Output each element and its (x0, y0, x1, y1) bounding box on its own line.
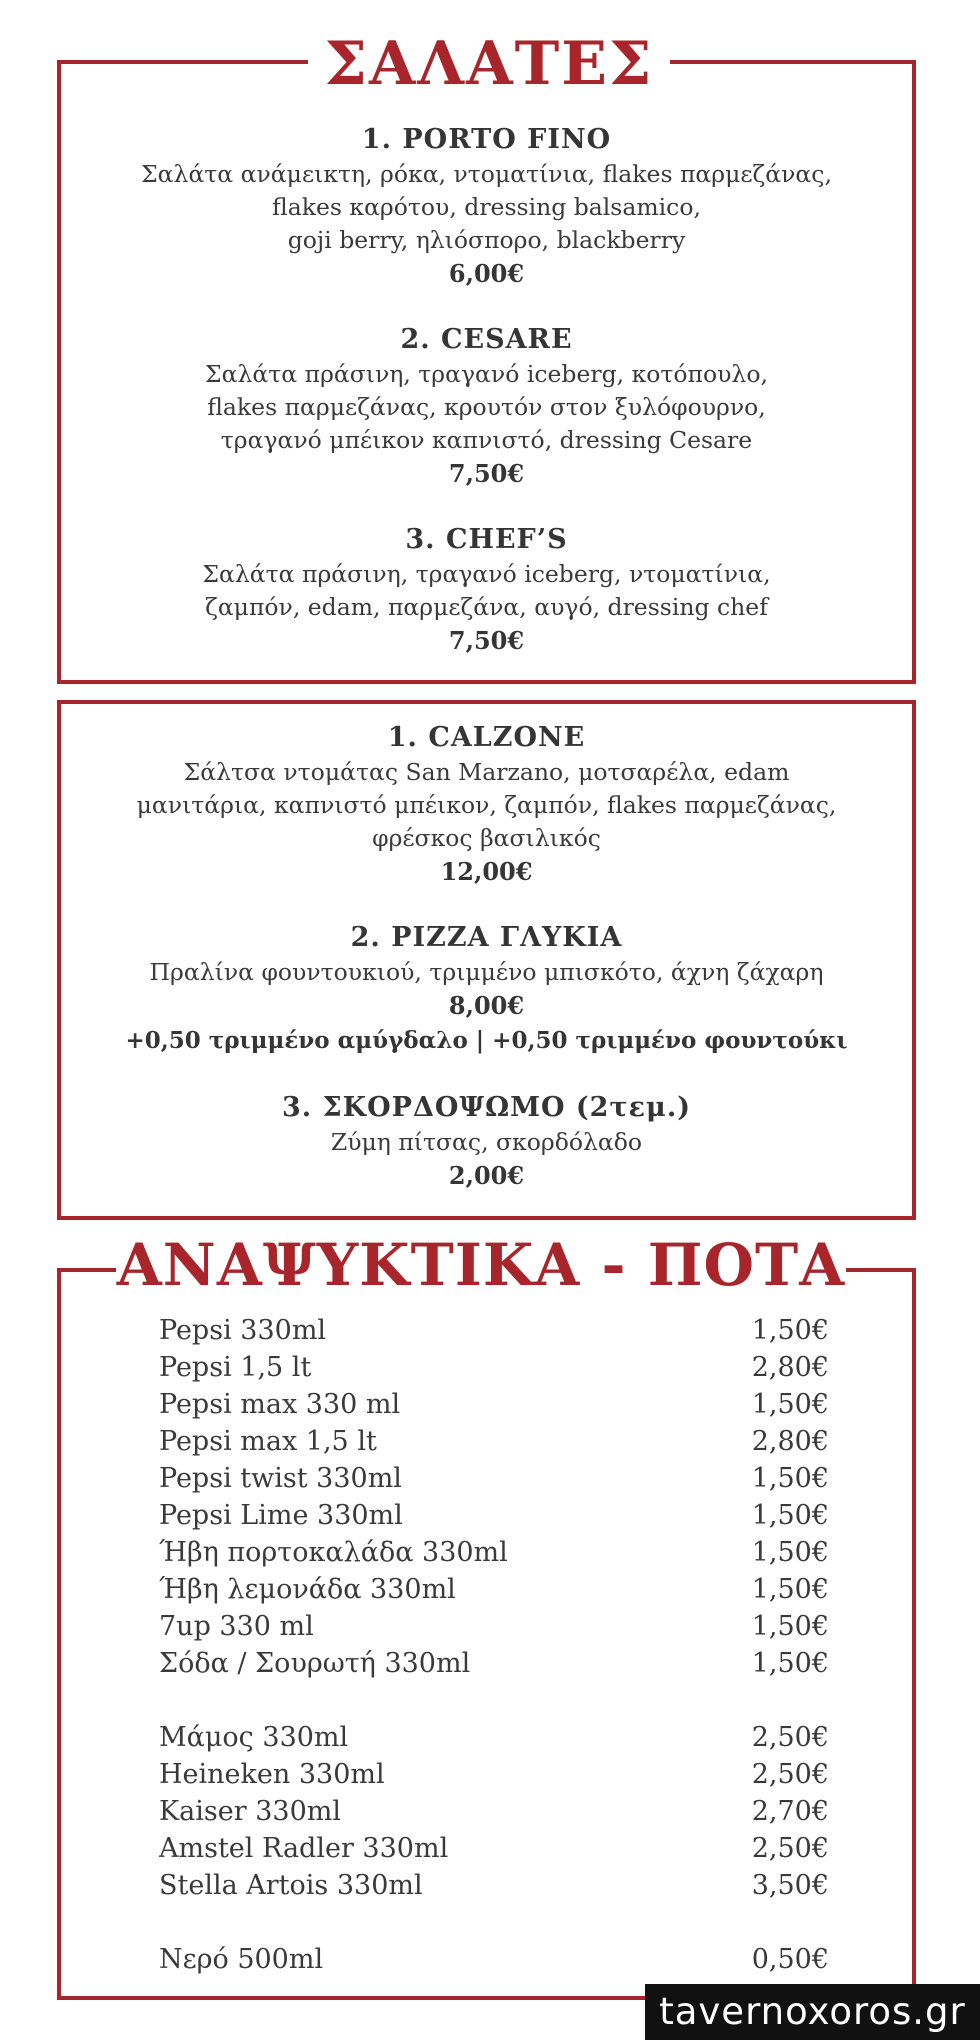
drink-row (159, 1312, 829, 1349)
drink-group (159, 1312, 829, 1682)
drink-price: 2,50€ (751, 1759, 829, 1790)
drink-row (159, 1719, 829, 1756)
drink-name: 7up 330 ml (159, 1611, 314, 1642)
drink-row (159, 1756, 829, 1793)
description-line: Σαλάτα πράσινη, τραγανό iceberg, κοτόπουλο, (205, 360, 768, 388)
menu-item (61, 720, 912, 889)
item-name: 3. CHEF’S (405, 524, 568, 555)
drink-price: 2,50€ (751, 1833, 829, 1864)
drink-price: 1,50€ (751, 1611, 829, 1642)
drink-name: Σόδα / Σουρωτή 330ml (159, 1648, 471, 1679)
item-description (61, 1126, 912, 1159)
drink-name: Pepsi 1,5 lt (159, 1352, 312, 1383)
description-line: goji berry, ηλιόσπορο, blackberry (287, 226, 686, 254)
drink-row (159, 1941, 829, 1978)
drink-name: Stella Artois 330ml (159, 1870, 423, 1901)
drink-name: Pepsi Lime 330ml (159, 1500, 403, 1531)
item-name: 1. PORTO FINO (361, 124, 612, 155)
drink-price: 2,50€ (751, 1722, 829, 1753)
pizza-section (57, 700, 916, 1220)
description-line: φρέσκος βασιλικός (372, 824, 601, 852)
drink-price: 1,50€ (751, 1500, 829, 1531)
description-line: Σαλάτα πράσινη, τραγανό iceberg, ντοματίνια, (202, 560, 771, 588)
description-line: μανιτάρια, καπνιστό μπέικον, ζαμπόν, flakes παρμεζάνας, (136, 791, 837, 819)
drink-row (159, 1867, 829, 1904)
drink-price: 1,50€ (751, 1574, 829, 1605)
drink-row (159, 1645, 829, 1682)
description-line: Πραλίνα φουντουκιού, τριμμένο μπισκότο, άχνη ζάχαρη (149, 958, 824, 986)
item-name: 2. CESARE (400, 324, 573, 355)
pizza-list (61, 720, 912, 1224)
item-price: 2,00€ (448, 1161, 525, 1190)
menu-item (61, 522, 912, 658)
drink-name: Pepsi twist 330ml (159, 1463, 402, 1494)
description-line: Σαλάτα ανάμεικτη, ρόκα, ντοματίνια, flakes παρμεζάνας, (141, 160, 832, 188)
drink-name: Pepsi max 330 ml (159, 1389, 401, 1420)
drink-group (159, 1719, 829, 1904)
item-price: 12,00€ (440, 857, 533, 886)
drink-row (159, 1608, 829, 1645)
drink-price: 3,50€ (751, 1870, 829, 1901)
drink-price: 1,50€ (751, 1389, 829, 1420)
menu-item (61, 122, 912, 291)
description-line: Ζύμη πίτσας, σκορδόλαδο (330, 1128, 643, 1156)
drink-row (159, 1349, 829, 1386)
item-price: 7,50€ (448, 626, 525, 655)
drink-name: Ήβη πορτοκαλάδα 330ml (159, 1537, 508, 1568)
item-price: 8,00€ (448, 991, 525, 1020)
drink-row (159, 1386, 829, 1423)
drink-price: 1,50€ (751, 1648, 829, 1679)
salads-title: ΣΑΛΑΤΕΣ (308, 34, 670, 94)
drink-name: Νερό 500ml (159, 1944, 324, 1975)
drink-price: 0,50€ (751, 1944, 829, 1975)
item-description (61, 358, 912, 457)
drink-name: Μάμος 330ml (159, 1722, 349, 1753)
drink-row (159, 1497, 829, 1534)
drink-group (159, 1941, 829, 1978)
drink-row (159, 1423, 829, 1460)
description-line: Σάλτσα ντομάτας San Marzano, μοτσαρέλα, edam (183, 758, 790, 786)
item-name: 1. CALZONE (387, 722, 586, 753)
drink-price: 2,70€ (751, 1796, 829, 1827)
description-line: flakes παρμεζάνας, κρουτόν στον ξυλόφουρνο, (207, 393, 766, 421)
item-name: 2. PIZZA ΓΛΥΚΙΑ (350, 922, 623, 953)
menu-item (61, 1090, 912, 1193)
drink-name: Pepsi 330ml (159, 1315, 327, 1346)
item-description (61, 756, 912, 855)
drink-price: 2,80€ (751, 1426, 829, 1457)
salad-list (61, 122, 912, 689)
drink-price: 2,80€ (751, 1352, 829, 1383)
drink-name: Heineken 330ml (159, 1759, 385, 1790)
drink-row (159, 1571, 829, 1608)
item-description (61, 158, 912, 257)
drinks-section (57, 1268, 916, 2000)
drink-list (159, 1312, 829, 1978)
drink-row (159, 1793, 829, 1830)
drink-price: 1,50€ (751, 1315, 829, 1346)
drinks-title: ΑΝΑΨΥΚΤΙΚΑ - ΠΟΤΑ (116, 1231, 846, 1299)
drink-name: Ήβη λεμονάδα 330ml (159, 1574, 456, 1605)
drink-name: Pepsi max 1,5 lt (159, 1426, 377, 1457)
salads-section (57, 60, 916, 684)
drink-row (159, 1534, 829, 1571)
drink-price: 1,50€ (751, 1537, 829, 1568)
drink-name: Kaiser 330ml (159, 1796, 341, 1827)
item-name: 3. ΣΚΟΡΔΟΨΩΜΟ (2τεμ.) (281, 1092, 691, 1123)
item-price: 6,00€ (448, 259, 525, 288)
description-line: ζαμπόν, edam, παρμεζάνα, αυγό, dressing chef (205, 593, 768, 621)
drink-name: Amstel Radler 330ml (159, 1833, 449, 1864)
item-description (61, 956, 912, 989)
drink-row (159, 1830, 829, 1867)
drink-row (159, 1460, 829, 1497)
description-line: flakes καρότου, dressing balsamico, (272, 193, 701, 221)
item-extras: +0,50 τριμμένο αμύγδαλο | +0,50 τριμμένο φουντούκι (125, 1027, 848, 1054)
drink-price: 1,50€ (751, 1463, 829, 1494)
description-line: τραγανό μπέικον καπνιστό, dressing Cesare (220, 426, 753, 454)
menu-item (61, 322, 912, 491)
item-description (61, 558, 912, 624)
item-price: 7,50€ (448, 459, 525, 488)
menu-item (61, 920, 912, 1059)
site-watermark: tavernoxoros.gr (645, 1984, 980, 2040)
